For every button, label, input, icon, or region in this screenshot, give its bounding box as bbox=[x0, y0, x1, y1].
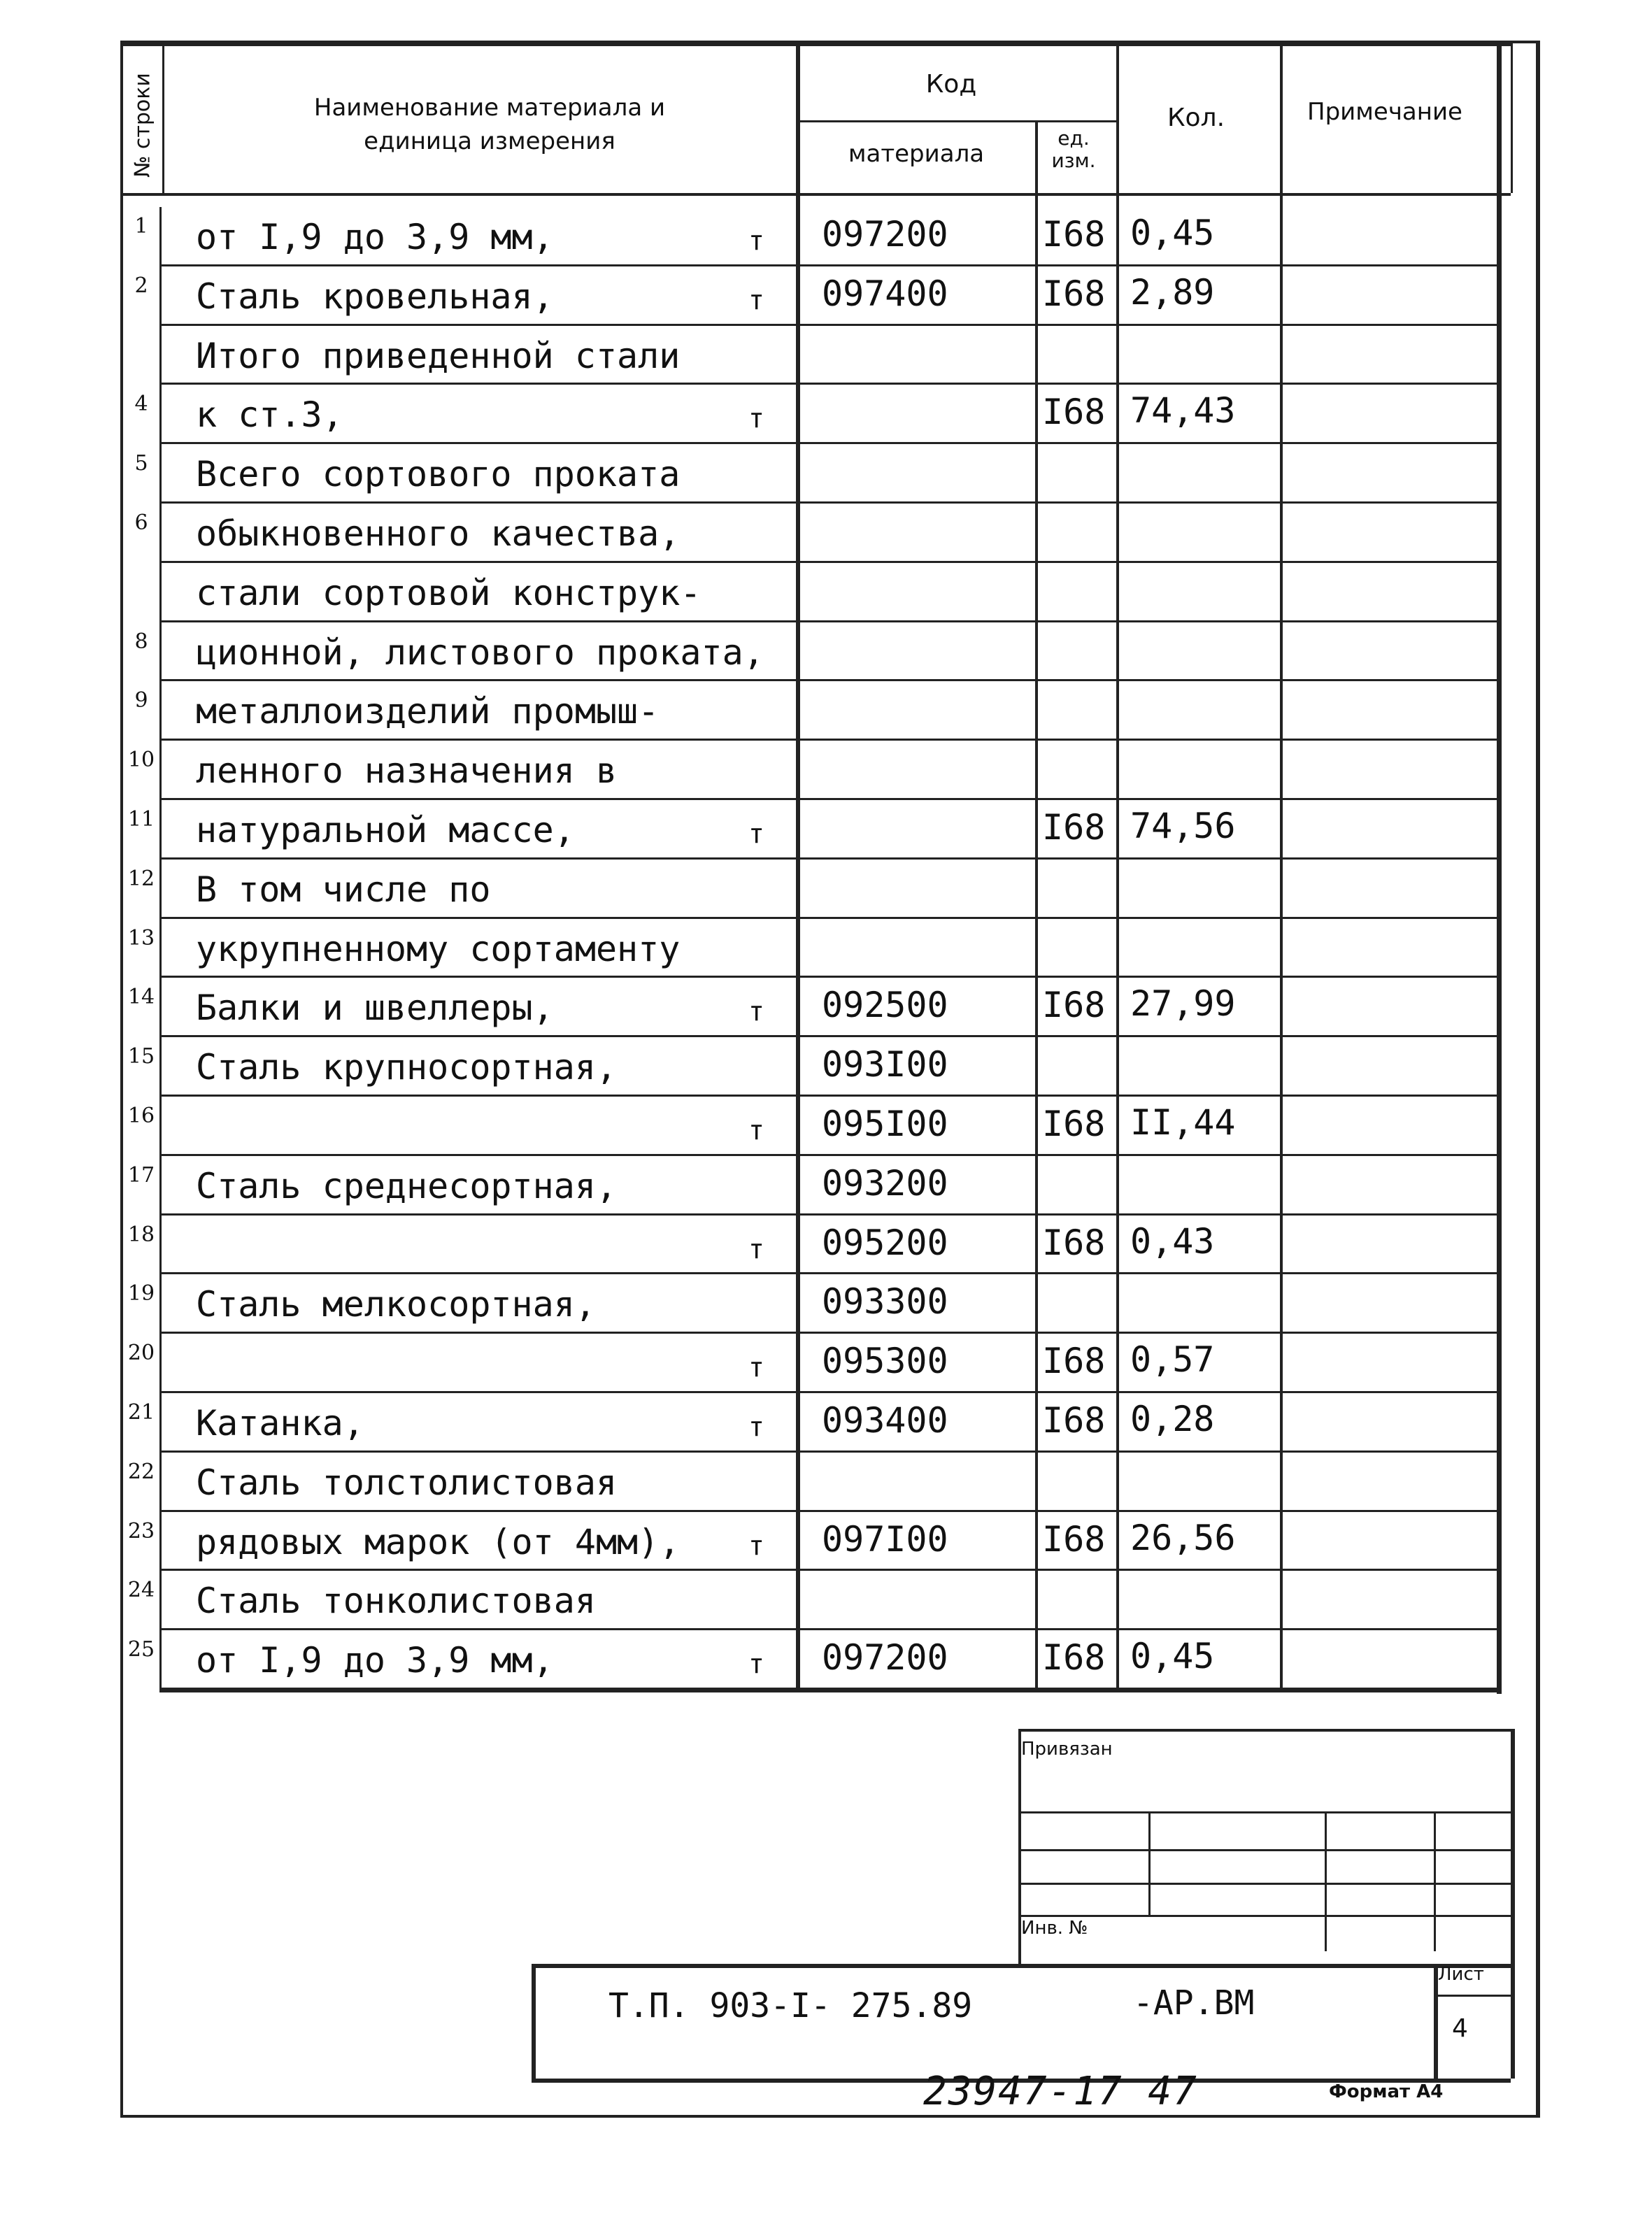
material-name: от I,9 до 3,9 мм, bbox=[196, 1640, 554, 1681]
table-rule bbox=[159, 857, 1497, 860]
unit-mark: т bbox=[748, 818, 764, 849]
material-name: натуральной массе, bbox=[196, 810, 575, 850]
row-number: 1 bbox=[134, 214, 148, 238]
row-number: 25 bbox=[127, 1637, 155, 1662]
document-code: Т.П. 903-I- 275.89 bbox=[608, 1986, 973, 2025]
material-name: Сталь среднесортная, bbox=[196, 1165, 618, 1206]
note-header: Примечание bbox=[1307, 98, 1462, 126]
material-name: стали сортовой конструк- bbox=[196, 572, 702, 613]
inventory-label: Инв. № bbox=[1021, 1918, 1088, 1939]
unit-code: I68 bbox=[1042, 1400, 1106, 1441]
table-rule bbox=[1035, 120, 1038, 1690]
row-number: 22 bbox=[127, 1459, 155, 1484]
table-rule bbox=[1280, 43, 1283, 1690]
unit-mark: т bbox=[748, 1530, 764, 1561]
table-rule bbox=[159, 1510, 1497, 1512]
material-code: 093I00 bbox=[822, 1044, 948, 1085]
table-rule bbox=[1116, 43, 1119, 1690]
unit-code: I68 bbox=[1042, 214, 1106, 255]
material-code: 097200 bbox=[822, 214, 948, 255]
unit-code: I68 bbox=[1042, 807, 1106, 848]
quantity: 0,57 bbox=[1130, 1339, 1215, 1381]
material-name: Итого приведенной стали bbox=[196, 335, 681, 376]
table-rule bbox=[159, 1095, 1497, 1097]
unit-mark: т bbox=[748, 1648, 764, 1680]
unit-mark: т bbox=[748, 1115, 764, 1146]
document-suffix: -АР.ВМ bbox=[1133, 1983, 1255, 2023]
material-header: материала bbox=[848, 140, 985, 168]
table-rule bbox=[532, 1964, 536, 2081]
row-number: 12 bbox=[127, 866, 155, 891]
table-rule bbox=[159, 679, 1497, 681]
row-number: 16 bbox=[127, 1104, 155, 1128]
table-rule bbox=[159, 1628, 1497, 1630]
table-rule bbox=[1148, 1811, 1151, 1916]
quantity: 0,28 bbox=[1130, 1399, 1215, 1439]
qty-header: Кол. bbox=[1167, 104, 1225, 132]
quantity: 2,89 bbox=[1130, 271, 1215, 313]
unit-code: I68 bbox=[1042, 392, 1106, 433]
row-number: 11 bbox=[127, 807, 155, 832]
table-rule bbox=[532, 1964, 1511, 1968]
table-rule bbox=[159, 561, 1497, 563]
material-name: Катанка, bbox=[196, 1403, 364, 1444]
material-code: 095300 bbox=[822, 1341, 948, 1382]
table-rule bbox=[159, 501, 1497, 504]
unit-mark: т bbox=[748, 996, 764, 1027]
material-code: 092500 bbox=[822, 985, 948, 1026]
quantity: 74,56 bbox=[1130, 806, 1236, 846]
material-name: обыкновенного качества, bbox=[196, 513, 681, 554]
row-number: 21 bbox=[127, 1400, 155, 1425]
table-rule bbox=[159, 620, 1497, 622]
table-rule bbox=[159, 1035, 1497, 1037]
row-number-header: № строки bbox=[130, 73, 155, 178]
material-name: рядовых марок (от 4мм), bbox=[196, 1521, 681, 1562]
unit-mark: т bbox=[748, 1233, 764, 1264]
material-name: ционной, листового проката, bbox=[196, 632, 764, 673]
table-rule bbox=[159, 1450, 1497, 1453]
material-name: от I,9 до 3,9 мм, bbox=[196, 217, 554, 257]
row-number: 24 bbox=[127, 1578, 155, 1603]
row-number: 2 bbox=[134, 273, 148, 298]
material-name: к ст.3, bbox=[196, 394, 343, 436]
quantity: 26,56 bbox=[1130, 1517, 1236, 1558]
material-name: В том числе по bbox=[196, 869, 491, 910]
unit-code: I68 bbox=[1042, 273, 1106, 314]
table-rule bbox=[796, 120, 1116, 122]
quantity: 27,99 bbox=[1130, 983, 1236, 1025]
table-rule bbox=[159, 798, 1497, 800]
table-rule bbox=[159, 739, 1497, 741]
table-rule bbox=[1018, 1729, 1511, 1732]
unit-code: I68 bbox=[1042, 1341, 1106, 1382]
material-name: Сталь крупносортная, bbox=[196, 1047, 618, 1088]
format-label: Формат А4 bbox=[1329, 2081, 1444, 2102]
material-code: 097200 bbox=[822, 1637, 948, 1678]
bound-label: Привязан bbox=[1021, 1739, 1113, 1760]
archive-number: 23947-17 47 bbox=[923, 2069, 1198, 2114]
material-name: ленного назначения в bbox=[196, 750, 618, 792]
material-name: Всего сортового проката bbox=[196, 454, 681, 495]
name-header bbox=[196, 91, 783, 158]
row-number: 17 bbox=[127, 1162, 155, 1188]
material-code: 095200 bbox=[822, 1222, 948, 1263]
unit-code: I68 bbox=[1042, 1222, 1106, 1263]
table-rule bbox=[1018, 1811, 1511, 1813]
table-rule bbox=[159, 442, 1497, 444]
table-rule bbox=[159, 917, 1497, 919]
row-number: 13 bbox=[127, 925, 155, 950]
table-rule bbox=[1325, 1811, 1327, 1951]
material-code: 097400 bbox=[822, 273, 948, 314]
table-rule bbox=[159, 976, 1497, 978]
unit-mark: т bbox=[748, 225, 764, 256]
row-number: 5 bbox=[134, 451, 148, 476]
material-code: 093200 bbox=[822, 1162, 948, 1204]
code-header: Код bbox=[925, 70, 977, 99]
table-rule bbox=[159, 1688, 1497, 1692]
row-number: 20 bbox=[127, 1341, 155, 1366]
table-rule bbox=[796, 43, 800, 1690]
table-rule bbox=[1511, 1729, 1515, 2079]
sheet-number: 4 bbox=[1452, 2014, 1468, 2043]
material-name: Сталь тонколистовая bbox=[196, 1581, 596, 1622]
table-rule bbox=[1018, 1883, 1511, 1885]
table-rule bbox=[159, 1272, 1497, 1274]
row-number: 4 bbox=[134, 392, 148, 417]
quantity: 0,45 bbox=[1130, 1636, 1215, 1677]
material-name: Сталь толстолистовая bbox=[196, 1462, 618, 1503]
name-header-line2: единица измерения bbox=[364, 127, 615, 155]
unit-header: ед. изм. bbox=[1051, 127, 1096, 172]
table-rule bbox=[1497, 43, 1502, 1694]
quantity: 0,43 bbox=[1130, 1220, 1215, 1262]
table-rule bbox=[159, 1154, 1497, 1156]
table-rule bbox=[1511, 43, 1513, 193]
material-name: Сталь мелкосортная, bbox=[196, 1284, 596, 1325]
name-header-line1: Наименование материала и bbox=[313, 94, 666, 122]
unit-code: I68 bbox=[1042, 1104, 1106, 1144]
row-number: 10 bbox=[127, 748, 155, 773]
row-number: 8 bbox=[134, 629, 148, 654]
table-rule bbox=[159, 324, 1497, 326]
table-rule bbox=[1018, 1849, 1511, 1851]
material-code: 093400 bbox=[822, 1400, 948, 1441]
unit-code: I68 bbox=[1042, 1637, 1106, 1678]
unit-mark: т bbox=[748, 1411, 764, 1442]
row-number: 15 bbox=[127, 1044, 155, 1069]
material-code: 097I00 bbox=[822, 1518, 948, 1560]
table-rule bbox=[159, 383, 1497, 385]
unit-mark: т bbox=[748, 403, 764, 434]
table-rule bbox=[1434, 1811, 1436, 1951]
row-number: 19 bbox=[127, 1281, 155, 1306]
unit-code: I68 bbox=[1042, 1518, 1106, 1560]
row-number: 14 bbox=[127, 985, 155, 1010]
sheet-label: Лист bbox=[1438, 1964, 1484, 1985]
table-rule bbox=[123, 43, 1511, 46]
material-name: металлоизделий промыш- bbox=[196, 691, 660, 732]
table-rule bbox=[123, 193, 1511, 196]
material-code: 093300 bbox=[822, 1281, 948, 1323]
row-number: 6 bbox=[134, 511, 148, 535]
quantity: 0,45 bbox=[1130, 213, 1215, 253]
table-rule bbox=[162, 43, 164, 193]
material-code: 095I00 bbox=[822, 1104, 948, 1144]
table-rule bbox=[159, 1391, 1497, 1393]
quantity: II,44 bbox=[1130, 1102, 1236, 1143]
unit-code: I68 bbox=[1042, 985, 1106, 1026]
material-name: Сталь кровельная, bbox=[196, 276, 554, 317]
table-rule bbox=[159, 264, 1497, 266]
row-number: 9 bbox=[134, 688, 148, 713]
quantity: 74,43 bbox=[1130, 390, 1236, 432]
table-rule bbox=[159, 1332, 1497, 1334]
table-rule bbox=[159, 1569, 1497, 1571]
material-name: укрупненному сортаменту bbox=[196, 928, 681, 969]
table-rule bbox=[1434, 1995, 1511, 1997]
row-number: 23 bbox=[127, 1518, 155, 1544]
material-name: Балки и швеллеры, bbox=[196, 988, 554, 1029]
unit-mark: т bbox=[748, 1352, 764, 1383]
unit-mark: т bbox=[748, 284, 764, 315]
table-rule bbox=[159, 1213, 1497, 1216]
table-rule bbox=[159, 207, 162, 1690]
row-number: 18 bbox=[127, 1222, 155, 1247]
table-rule bbox=[1018, 1915, 1511, 1917]
